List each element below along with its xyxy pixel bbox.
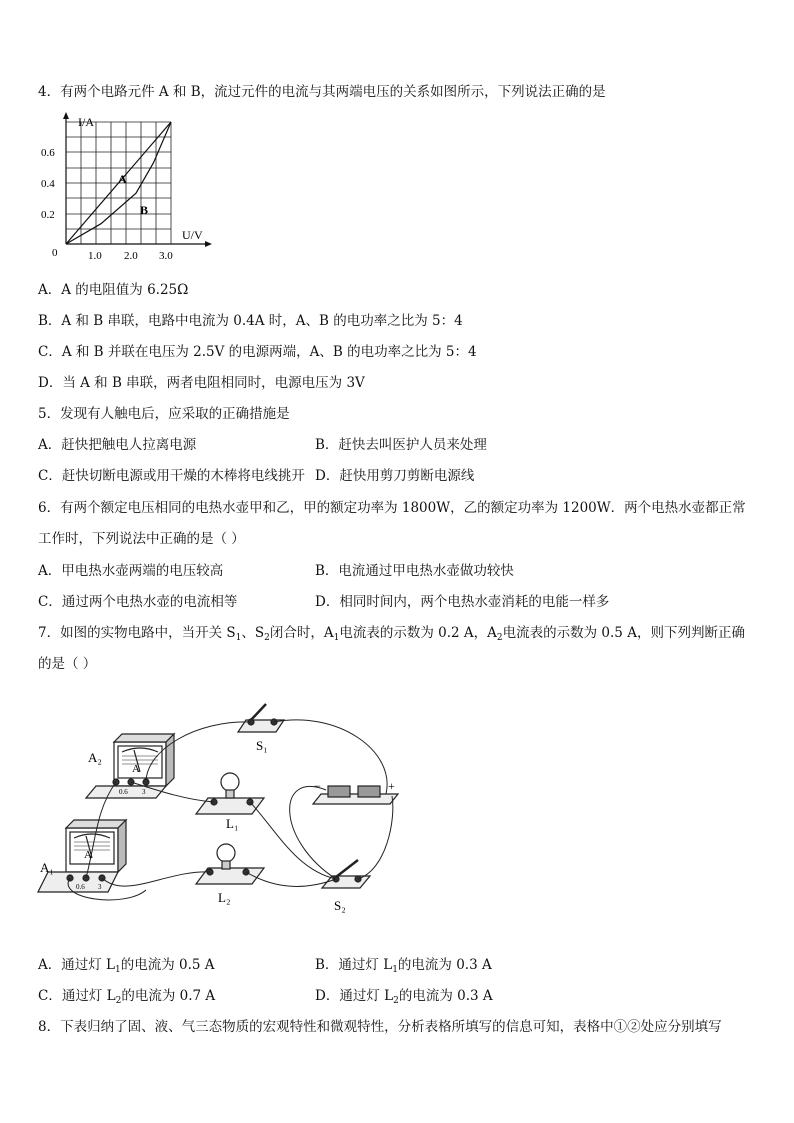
ammeter-a2 [86, 734, 174, 798]
x-tick-label: 1.0 [88, 250, 102, 262]
q4-iu-graph [36, 112, 216, 264]
q4-option-d: D．当 A 和 B 串联，两者电阻相同时，电源电压为 3V [38, 375, 365, 391]
battery [313, 786, 398, 804]
q6-option-c: C．通过两个电热水壶的电流相等 [38, 594, 238, 610]
q7-option-a: A．通过灯 $L_1$的电流为 0.5 A [38, 957, 215, 975]
a2-scale-3: 3 [142, 788, 146, 796]
origin-label: 0 [52, 247, 58, 259]
q7-circuit-figure [36, 690, 416, 920]
lamp-l1 [196, 773, 264, 814]
a1-scale-06: 0.6 [76, 883, 85, 891]
a1-meter-letter: A [84, 849, 92, 861]
series-a-label: A [118, 172, 127, 186]
a2-label: A₂ [88, 750, 102, 765]
q4-option-c: C．A 和 B 并联在电压为 2.5V 的电源两端，A、B 的电功率之比为 5：4 [38, 344, 477, 360]
x-axis-arrow [205, 241, 212, 247]
q5-option-d: D．赶快用剪刀剪断电源线 [315, 468, 475, 484]
q7-stem-line1: 7．如图的实物电路中，当开关 $S_1$、$S_2$闭合时，$A_1$电流表的示数为 0.2 A，$A_2$电流表的示数为 0.5 A，则下列判断正确 [38, 625, 745, 643]
y-axis-label: I/A [78, 115, 94, 129]
series-b-label: B [140, 203, 149, 217]
l2-label: L₂ [218, 890, 231, 905]
q6-stem-line2: 工作时，下列说法中正确的是（ ） [38, 531, 245, 547]
a1-label: A₁ [40, 860, 54, 875]
a2-meter-letter: A [132, 763, 140, 775]
q6-option-a: A．甲电热水壶两端的电压较高 [38, 563, 224, 579]
x-tick-label: 3.0 [159, 250, 173, 262]
y-axis-arrow [63, 112, 69, 119]
q4-option-b: B．A 和 B 串联，电路中电流为 0.4A 时，A、B 的电功率之比为 5：4 [38, 313, 463, 329]
q7-option-d: D．通过灯 $L_2$的电流为 0.3 A [315, 988, 493, 1006]
q4-option-a: A．A 的电阻值为 6.25Ω [38, 282, 189, 298]
battery-plus: + [388, 779, 395, 793]
q7-stem-line2: 的是（ ） [38, 656, 97, 672]
q5-option-a: A．赶快把触电人拉离电源 [38, 437, 197, 453]
ammeter-a1 [38, 820, 126, 892]
q7-option-c: C．通过灯 $L_2$的电流为 0.7 A [38, 988, 216, 1006]
q4-stem: 4．有两个电路元件 A 和 B，流过元件的电流与其两端电压的关系如图所示，下列说法正确的是 [38, 84, 606, 100]
q6-stem-line1: 6．有两个额定电压相同的电热水壶甲和乙，甲的额定功率为 1800W，乙的额定功率为 1200W．两个电热水壶都正常 [38, 500, 746, 516]
q8-stem: 8．下表归纳了固、液、气三态物质的宏观特性和微观特性，分析表格所填写的信息可知，表格中①②处应分别填写 [38, 1019, 722, 1035]
q5-stem: 5．发现有人触电后，应采取的正确措施是 [38, 406, 290, 422]
x-tick-label: 2.0 [124, 250, 138, 262]
lamp-l2 [196, 844, 264, 884]
s1-label: S₁ [256, 738, 268, 753]
battery-minus: − [314, 779, 321, 793]
x-axis-label: U/V [182, 228, 203, 242]
y-tick-label: 0.2 [41, 209, 55, 221]
y-tick-label: 0.6 [41, 147, 55, 159]
y-tick-label: 0.4 [41, 178, 55, 190]
q7-option-b: B．通过灯 $L_1$的电流为 0.3 A [315, 957, 492, 975]
l1-label: L₁ [226, 816, 239, 831]
a1-scale-3: 3 [98, 883, 102, 891]
switch-s1 [238, 704, 284, 732]
s2-label: S₂ [334, 898, 346, 913]
q5-option-c: C．赶快切断电源或用干燥的木棒将电线挑开 [38, 468, 305, 484]
q6-option-b: B．电流通过甲电热水壶做功较快 [315, 563, 514, 579]
q5-option-b: B．赶快去叫医护人员来处理 [315, 437, 487, 453]
q6-option-d: D．相同时间内，两个电热水壶消耗的电能一样多 [315, 594, 610, 610]
a2-scale-06: 0.6 [119, 788, 128, 796]
